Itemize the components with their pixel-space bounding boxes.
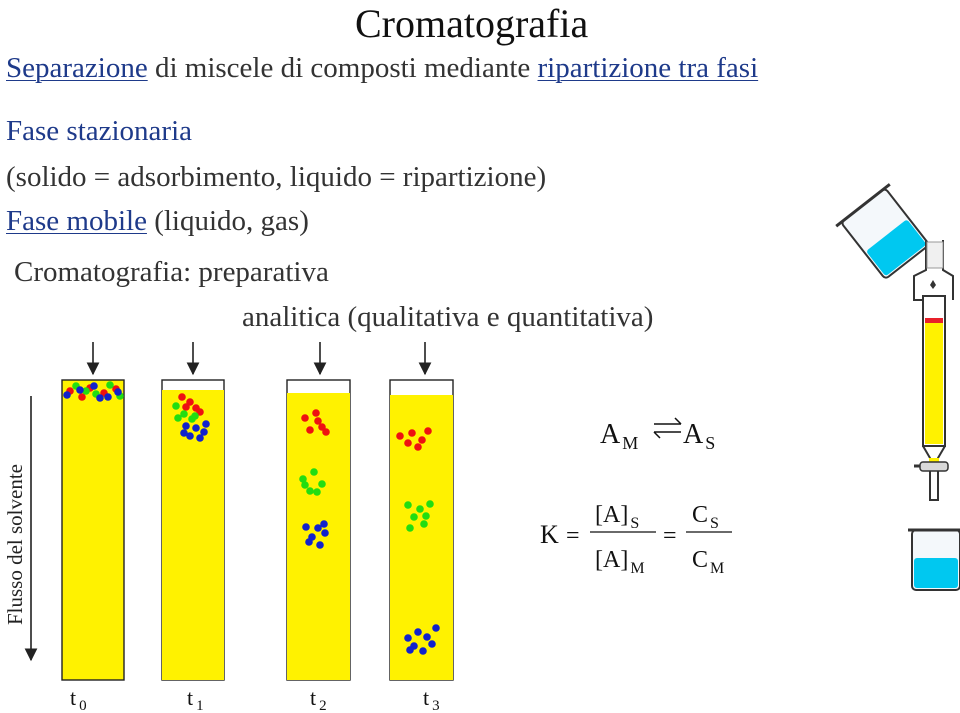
compound-dot	[305, 538, 313, 546]
compound-dot	[404, 634, 412, 642]
compound-dot	[404, 439, 412, 447]
formula-denominator-1: [A] $_M$	[595, 547, 645, 577]
compound-dot	[408, 429, 416, 437]
compound-dot	[321, 529, 329, 537]
compound-dot	[310, 468, 318, 476]
compound-dot	[316, 541, 324, 549]
compound-dot	[104, 393, 112, 401]
compound-dot	[306, 426, 314, 434]
compound-dot	[322, 428, 330, 436]
collecting-beaker-icon	[908, 530, 960, 590]
separazione-term: Separazione	[6, 52, 148, 84]
equilibrium-left: A $_M$	[600, 419, 639, 453]
formula-equals-1: =	[566, 523, 580, 549]
compound-dot	[420, 520, 428, 528]
compound-dot	[306, 487, 314, 495]
column-t2-fill	[287, 393, 350, 680]
column-t0	[62, 380, 124, 680]
formula-numerator-2: C $_S$	[692, 502, 719, 532]
compound-dot	[404, 501, 412, 509]
time-label-t3: t $_3$	[423, 685, 440, 713]
types-line-2: analitica (qualitativa e quantitativa)	[242, 301, 654, 333]
formula-equals-2: =	[663, 523, 677, 549]
compound-dot	[106, 381, 114, 389]
compound-dot	[114, 388, 122, 396]
compound-dot	[76, 386, 84, 394]
flow-label: Flusso del solvente	[3, 464, 27, 625]
time-label-t1: t $_1$	[187, 685, 204, 713]
compound-dot	[196, 434, 204, 442]
compound-dot	[174, 414, 182, 422]
fase-mobile-label: Fase mobile	[6, 205, 147, 237]
equilibrium-right: A $_S$	[683, 419, 716, 453]
compound-dot	[422, 512, 430, 520]
equilibrium-arrows-icon	[654, 418, 681, 438]
compound-dot	[180, 429, 188, 437]
fase-mobile-detail: (liquido, gas)	[146, 205, 309, 237]
time-label-t0: t $_0$	[70, 685, 87, 713]
compound-dot	[419, 647, 427, 655]
compound-dot	[406, 524, 414, 532]
compound-dot	[172, 402, 180, 410]
formula-denominator-2: C $_M$	[692, 547, 725, 577]
compound-dot	[202, 420, 210, 428]
compound-dot	[432, 624, 440, 632]
compound-dot	[426, 500, 434, 508]
compound-dot	[320, 520, 328, 528]
glass-column-icon	[914, 240, 953, 500]
page-title: Cromatografia	[355, 1, 589, 46]
compound-dot	[192, 424, 200, 432]
compound-dot	[424, 427, 432, 435]
formula-numerator-1: [A] $_S$	[595, 502, 640, 532]
pouring-beaker-icon	[836, 184, 934, 283]
compound-dot	[302, 523, 310, 531]
compound-dot	[414, 628, 422, 636]
compound-dot	[396, 432, 404, 440]
compound-dot	[314, 417, 322, 425]
time-label-t2: t $_2$	[310, 685, 327, 713]
compound-dot	[182, 422, 190, 430]
fase-stazionaria-label: Fase stazionaria	[6, 115, 193, 147]
fase-stazionaria-detail: (solido = adsorbimento, liquido = ripartizione)	[6, 161, 547, 193]
compound-dot	[178, 393, 186, 401]
compound-dot	[414, 443, 422, 451]
compound-dot	[423, 633, 431, 641]
compound-dot	[301, 481, 309, 489]
compound-dot	[312, 409, 320, 417]
ripartizione-term: ripartizione tra fasi	[537, 52, 759, 84]
compound-dot	[406, 646, 414, 654]
compound-dot	[313, 488, 321, 496]
compound-dot	[301, 414, 309, 422]
compound-dot	[428, 640, 436, 648]
intro-text: di miscele di composti mediante	[147, 52, 538, 84]
compound-dot	[63, 391, 71, 399]
compound-dot	[410, 513, 418, 521]
types-line-1: Cromatografia: preparativa	[14, 256, 329, 288]
formula-k: K	[540, 520, 559, 549]
compound-dot	[418, 436, 426, 444]
compound-dot	[416, 505, 424, 513]
compound-dot	[318, 480, 326, 488]
compound-dot	[90, 382, 98, 390]
compound-dot	[96, 394, 104, 402]
column-t1-fill	[162, 390, 224, 680]
compound-dot	[191, 412, 199, 420]
compound-dot	[182, 403, 190, 411]
